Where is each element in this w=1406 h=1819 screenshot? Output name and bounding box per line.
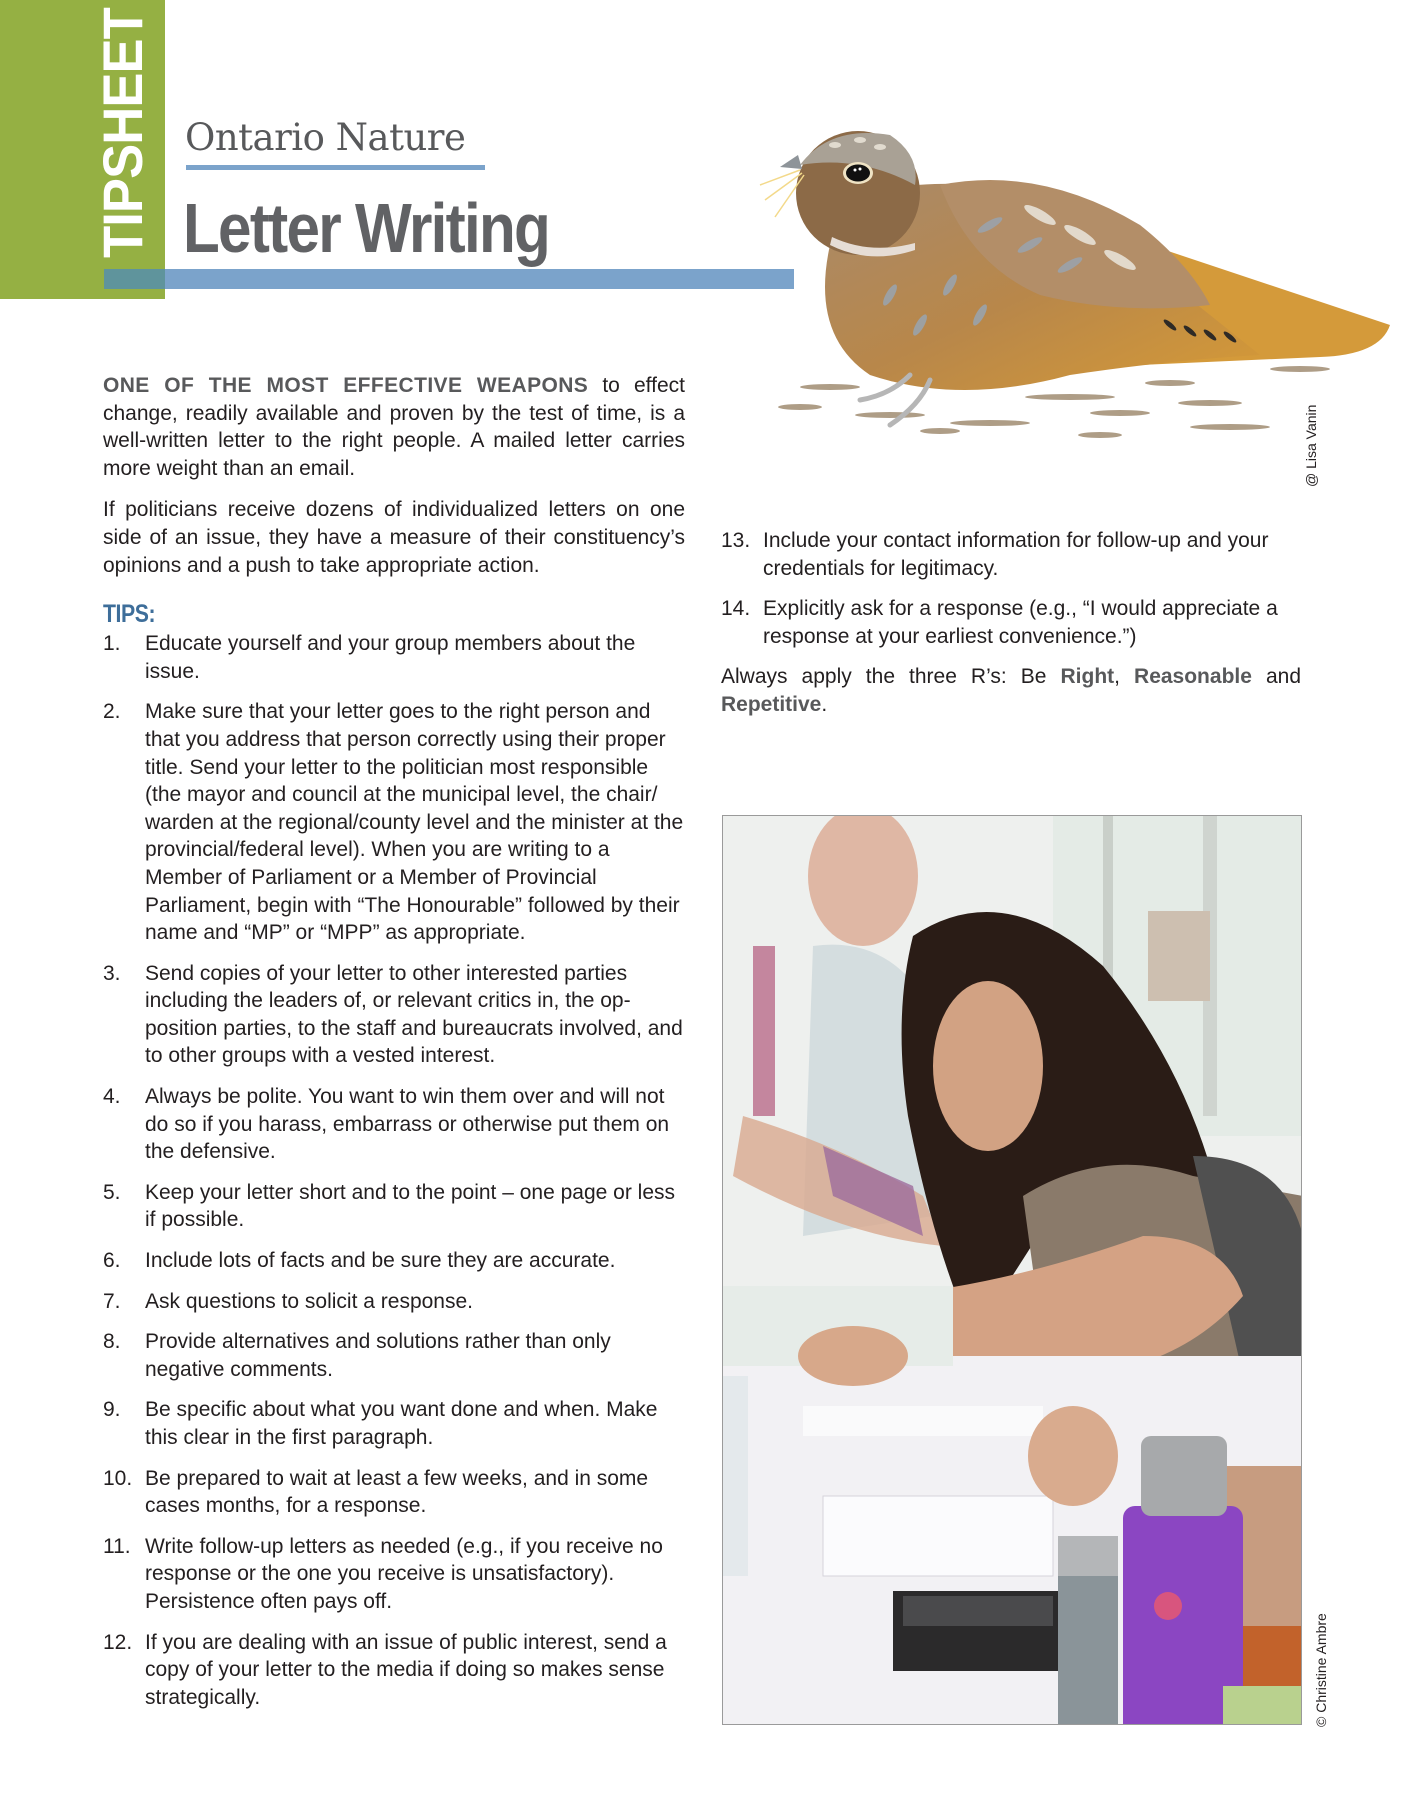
closing-sep: ,	[1114, 665, 1135, 689]
intro	[103, 372, 685, 579]
list-item	[721, 595, 1301, 650]
item-text: Make sure that your letter goes to the right person and that you address that person correctly using their proper title. Send your letter to the politician most responsible (the mayor and council at the municipal level, the chair/ warden at the regional/county level and the minister at the provincial/federal level). When you are writing to a Member of Parliament or a Member of Provincial Parliament, begin with “The Honourable” followed by their name and “MP” or “MPP” as appropriate.	[145, 700, 684, 945]
right-column	[721, 527, 1301, 719]
list-item	[103, 1328, 685, 1383]
list-item	[103, 1179, 685, 1234]
list-item	[103, 1629, 685, 1712]
event-photo	[722, 815, 1302, 1725]
bird-illustration	[740, 125, 1396, 440]
list-item	[103, 698, 685, 946]
three-rs-reminder	[721, 663, 1301, 718]
item-number: 12.	[103, 1630, 133, 1654]
item-text: Ask questions to solicit a response.	[145, 1289, 474, 1313]
list-item	[103, 1465, 685, 1520]
item-text: Include your contact information for follow-up and your credentials for legitimacy.	[763, 529, 1269, 580]
title-rule-overlap	[104, 269, 165, 289]
item-text: Write follow-up letters as needed (e.g., if you receive no response or the one you receive is unsatisfactory). Persistence often pays off.	[145, 1534, 663, 1613]
tips-heading: TIPS:	[103, 600, 156, 629]
r-reasonable: Reasonable	[1134, 665, 1252, 689]
list-item	[103, 1247, 685, 1275]
title-rule	[104, 269, 794, 289]
intro-text: to effect change, readily available and proven by the test of time, is a well-written letter to the right people. A mailed letter carries more weight than an email.	[103, 374, 685, 480]
brand-name: Ontario Nature	[185, 116, 466, 159]
page-title: Letter Writing	[183, 189, 550, 267]
item-number: 2.	[103, 700, 121, 724]
tips-list	[103, 630, 685, 1711]
item-number: 8.	[103, 1330, 121, 1354]
intro-paragraph-1	[103, 372, 685, 482]
item-text: Include lots of facts and be sure they are accurate.	[145, 1249, 616, 1273]
item-number: 7.	[103, 1289, 121, 1313]
item-text: Explicitly ask for a response (e.g., “I would appreciate a response at your earliest convenience.”)	[763, 597, 1278, 648]
item-number: 6.	[103, 1249, 121, 1273]
item-text: Educate yourself and your group members about the issue.	[145, 632, 636, 683]
item-number: 4.	[103, 1085, 121, 1109]
list-item	[103, 1533, 685, 1616]
list-item	[721, 527, 1301, 582]
item-number: 9.	[103, 1398, 121, 1422]
list-item	[103, 1288, 685, 1316]
item-text: Keep your letter short and to the point – one page or less if possible.	[145, 1180, 676, 1232]
list-item	[103, 1396, 685, 1451]
item-text: Be prepared to wait at least a few weeks, and in some cases months, for a response.	[145, 1466, 649, 1518]
intro-lead: ONE OF THE MOST EFFECTIVE WEAPONS	[103, 374, 589, 397]
closing-suffix: .	[821, 692, 828, 716]
item-text: Provide alternatives and solutions rather than only negative comments.	[145, 1330, 611, 1381]
left-column	[103, 372, 685, 1724]
photo-image	[723, 816, 1302, 1725]
item-number: 10.	[103, 1466, 133, 1490]
list-item	[103, 1083, 685, 1166]
intro-paragraph-2: If politicians receive dozens of individualized letters on one side of an issue, they have a measure of their constituency’s opinions and a push to take appropriate action.	[103, 498, 685, 577]
brand-underline	[186, 165, 485, 170]
list-item	[103, 960, 685, 1070]
r-right: Right	[1060, 665, 1115, 689]
item-number: 3.	[103, 961, 121, 985]
item-text: Send copies of your letter to other interested parties including the leaders of, or relevant critics in, the op-position parties, to the staff and bureaucrats involved, and to other groups with a vested interest.	[145, 961, 683, 1068]
photo-credit: © Christine Ambre	[1313, 1613, 1329, 1727]
item-number: 14.	[721, 597, 751, 621]
item-number: 5.	[103, 1180, 121, 1204]
item-text: Be specific about what you want done and when. Make this clear in the first paragraph.	[145, 1398, 658, 1449]
tips-list-continued	[721, 527, 1301, 650]
item-number: 13.	[721, 529, 751, 552]
list-item	[103, 630, 685, 685]
tipsheet-label: TIPSHEET	[91, 8, 154, 258]
r-repetitive: Repetitive	[721, 692, 822, 716]
closing-sep: and	[1251, 665, 1301, 689]
item-text: If you are dealing with an issue of public interest, send a copy of your letter to the media if doing so makes sense strategically.	[145, 1630, 667, 1709]
item-number: 1.	[103, 632, 121, 656]
illustration-credit: @ Lisa Vanin	[1303, 404, 1319, 487]
item-number: 11.	[103, 1534, 131, 1558]
item-text: Always be polite. You want to win them over and will not do so if you harass, embarrass or otherwise put them on the defensive.	[145, 1085, 670, 1164]
closing-text: Always apply the three R’s: Be	[721, 665, 1061, 689]
